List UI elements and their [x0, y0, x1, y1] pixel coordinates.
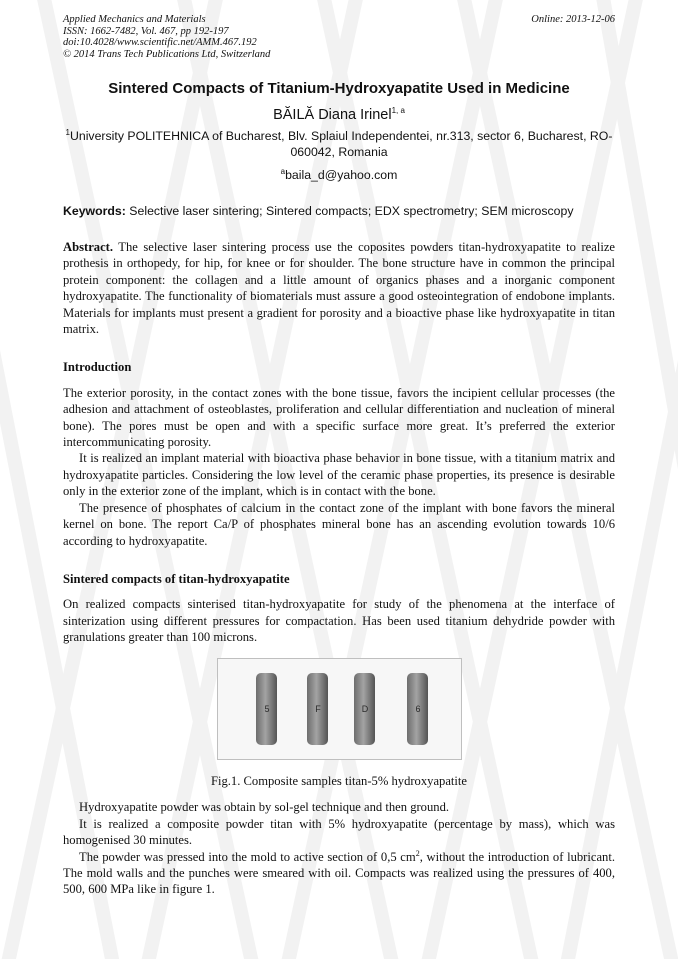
sample-mark-1: 5 [263, 703, 270, 714]
paper-page [63, 14, 615, 898]
paragraph-sol-gel: Hydroxyapatite powder was obtain by sol-gel technique and then ground. [79, 800, 450, 815]
pressing-text-a: The powder was pressed into the mold to active section of 0,5 cm [79, 849, 416, 864]
intro-paragraph-3: The presence of phosphates of calcium in the contact zone of the implant with bone favors the mineral kernel on bone. The report Ca/P of phosphates mineral bone has an ascending evolution towards 10/6 according to hydroxyapatite. [63, 500, 615, 548]
author-email [63, 168, 615, 182]
doi-line: doi:10.4028/www.scientific.net/AMM.467.192 [63, 37, 257, 48]
affiliation-text: University POLITEHNICA of Bucharest, Blv. Splaiul Independentei, nr.313, sector 6, Bucharest, RO-060042, Romania [69, 129, 613, 159]
affiliation-superscript: 1 [65, 127, 70, 137]
pressing-text-b: , without the introduction of lubricant. The mold walls and the punches were smeared with oil. Compacts was realized using the pressures of 400, 500, 600 MPa like in figure 1. [63, 849, 615, 897]
abstract-text: The selective laser sintering process use the coposites powders titan-hydroxyapatite to realize prothesis in orthopedy, for hip, for knee or for shoulder. The bone structure have in common the principal protein component: the collagen and a little amount of organics phases and a inorganic component hydroxyapatite. The functionality of biomaterials must assure a good osteointegration of endobone implants. Materials for implants must present a gradient for porosity and a bioactive phase like hydroxyapatite in titan matrix. [63, 240, 616, 337]
intro-paragraph-2: It is realized an implant material with bioactiva phase behavior in bone tissue, with a titanium matrix and hydroxyapatite particles. Considering the low level of the ceramic phase properties, its presence is desirable only in the exterior zone of the implant, which is in contact with the bone. [63, 451, 615, 499]
email-superscript: a [280, 166, 286, 176]
sample-mark-3: D [361, 703, 368, 714]
figure-caption: Fig.1. Composite samples titan-5% hydroxyapatite [210, 773, 468, 788]
paper-title: Sintered Compacts of Titanium-Hydroxyapatite Used in Medicine [108, 80, 570, 97]
author-line [63, 107, 615, 123]
journal-name: Applied Mechanics and Materials [63, 14, 206, 25]
samples-photo [218, 659, 461, 759]
sample-mark-4: 6 [414, 703, 421, 714]
issn-line: ISSN: 1662-7482, Vol. 467, pp 192-197 [63, 25, 229, 37]
abstract [63, 239, 615, 337]
figure-image [217, 658, 462, 760]
figure-1 [63, 658, 615, 790]
copyright-line: © 2014 Trans Tech Publications Ltd, Switzerland [63, 48, 271, 60]
abstract-label: Abstract. [63, 240, 114, 254]
author-name: BĂILĂ Diana Irinel [273, 107, 392, 123]
section2-heading: Sintered compacts of titan-hydroxyapatite [63, 571, 290, 586]
pressing-superscript: 2 [415, 848, 420, 858]
intro-paragraph-1: The exterior porosity, in the contact zones with the bone tissue, favors the incipient cellular processes (the adhesion and attachment of osteoblastes, proliferation and cellular differentiation and nucleation of mineral bone). The pores must be open and with a specific surface more great. It’s preferred the exterior intercommunicating porosity. [63, 385, 615, 450]
journal-header [63, 14, 615, 62]
paragraph-composite: It is realized a composite powder titan with 5% hydroxyapatite (percentage by mass), which was homogenised 30 minutes. [63, 816, 615, 848]
email-text: baila_d@yahoo.com [285, 168, 398, 182]
paragraph-pressing [63, 849, 615, 898]
keywords-line [63, 204, 615, 218]
introduction-heading: Introduction [63, 360, 132, 375]
online-date: Online: 2013-12-06 [531, 14, 615, 25]
sample-mark-2: F [314, 703, 321, 714]
section2-paragraph: On realized compacts sinterised titan-hydroxyapatite for study of the phenomena at the interface of sinterization using different pressures for compactation. Has been used titanium dehydride powder with granulations greater than 100 microns. [63, 597, 615, 645]
keywords-label: Keywords: [63, 204, 126, 218]
affiliation [63, 128, 615, 160]
author-superscript: 1, a [391, 106, 405, 116]
keywords-text: Selective laser sintering; Sintered compacts; EDX spectrometry; SEM microscopy [129, 204, 574, 218]
